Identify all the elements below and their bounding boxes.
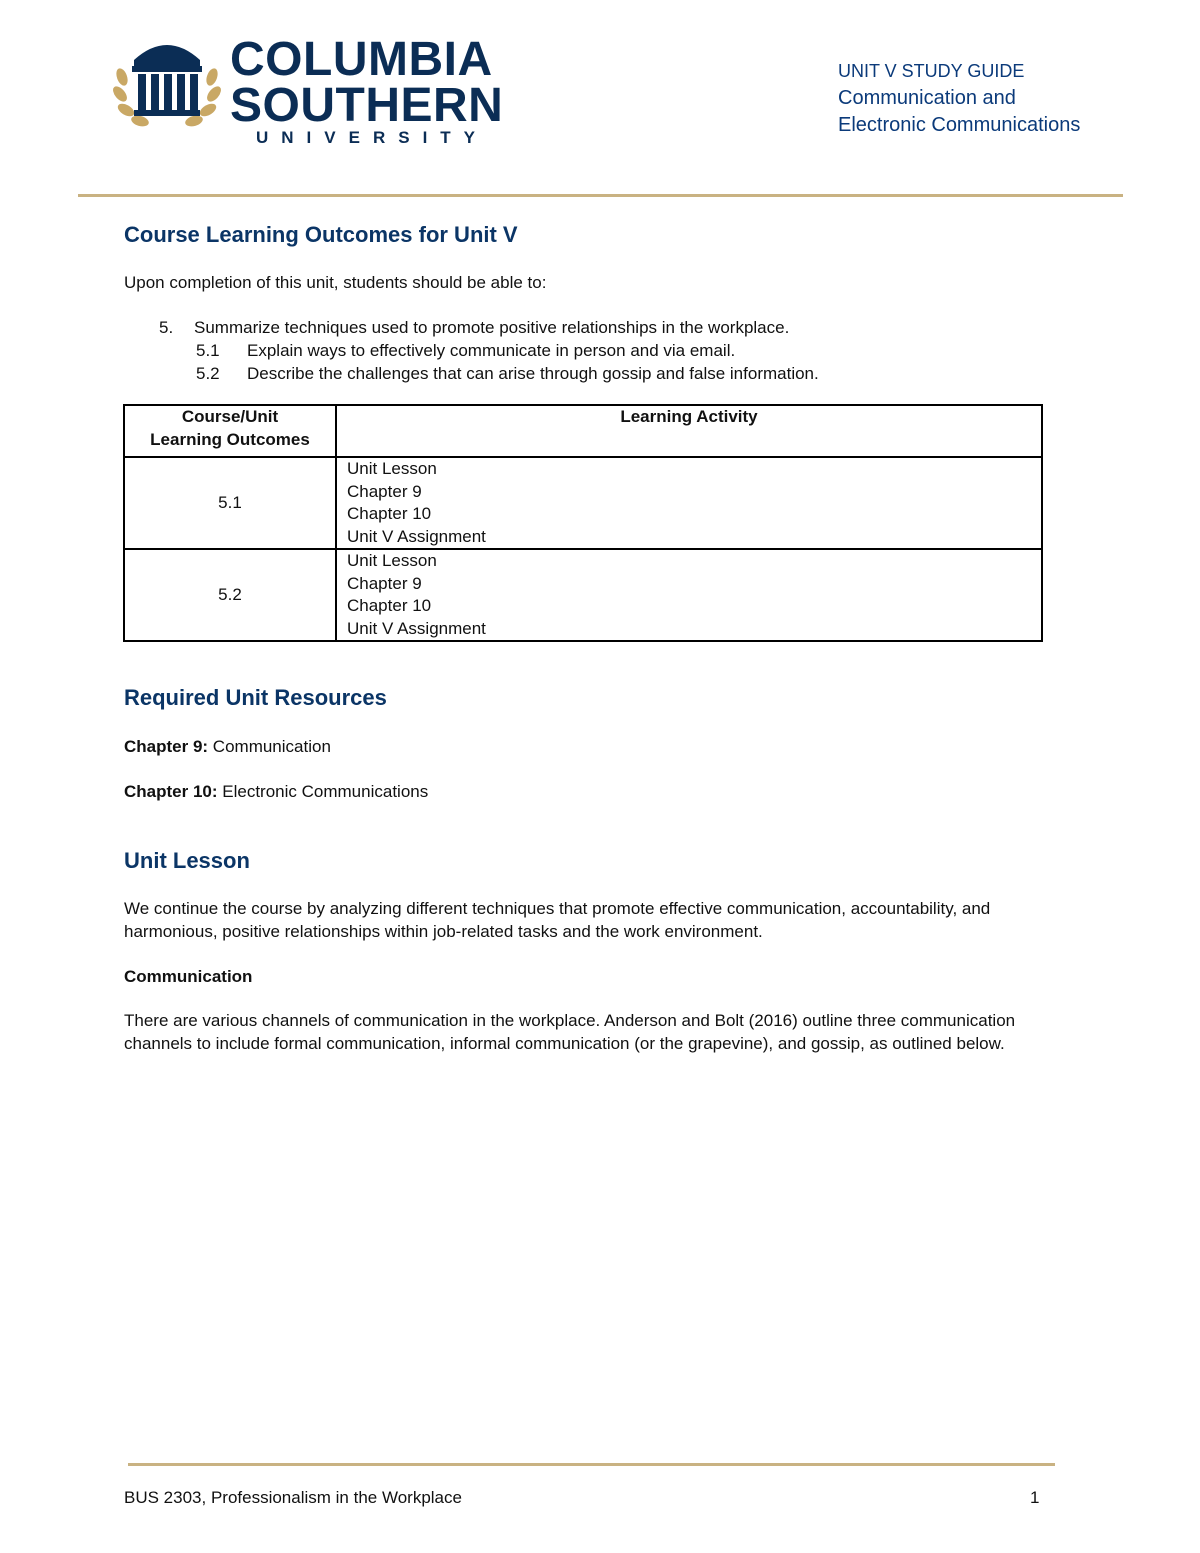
resource-item [124, 735, 1054, 758]
lesson-paragraph: We continue the course by analyzing different techniques that promote effective communication, accountability, and harmonious, positive relationships within job-related tasks and the work environment. [124, 899, 991, 941]
logo-line-southern: SOUTHERN [230, 79, 504, 132]
page-number: 1 [1030, 1488, 1040, 1507]
activity-cell [336, 457, 1042, 549]
activity-item: Chapter 10 [347, 596, 432, 615]
university-logo [112, 32, 504, 152]
activity-item: Unit V Assignment [347, 526, 486, 546]
activity-item: Unit V Assignment [347, 618, 486, 638]
col-header-outcomes-line2: Learning Outcomes [150, 429, 310, 449]
activity-cell [336, 549, 1042, 641]
resource-label: Chapter 9: [124, 737, 209, 756]
table-row [124, 457, 1042, 549]
unit-label: UNIT V STUDY GUIDE [838, 61, 1025, 81]
col-header-outcomes [124, 405, 336, 457]
header-divider [78, 194, 1123, 197]
outcome-cell: 5.2 [124, 549, 336, 641]
resource-text: Communication [208, 737, 331, 756]
col-header-outcomes-line1: Course/Unit [181, 407, 279, 426]
table-header-row [124, 405, 1042, 457]
column-crest-icon [112, 32, 222, 132]
lesson-heading: Unit Lesson [124, 848, 250, 873]
activity-item: Chapter 9 [347, 481, 422, 501]
col-header-activity: Learning Activity [336, 405, 1042, 457]
communication-paragraph: There are various channels of communication in the workplace. Anderson and Bolt (2016) outline three communication channels to include formal communication, informal communication (or the grapevine), and gossip, as outlined below. [124, 1011, 1016, 1053]
activity-item: Chapter 9 [347, 573, 422, 593]
logo-line-university: UNIVERSITY [256, 128, 489, 147]
communication-subheading: Communication [124, 967, 253, 986]
footer-divider [128, 1463, 1055, 1466]
activity-item: Unit Lesson [347, 459, 437, 478]
outcome-text: Summarize techniques used to promote positive relationships in the workplace. [194, 318, 790, 337]
unit-title-line1: Communication and [838, 87, 1016, 109]
outcome-number: 5. [159, 318, 174, 337]
resource-item [124, 780, 1054, 803]
resources-heading: Required Unit Resources [124, 685, 387, 710]
logo-line-columbia: COLUMBIA [230, 33, 493, 86]
outcomes-heading: Course Learning Outcomes for Unit V [124, 222, 518, 247]
table-row [124, 549, 1042, 641]
unit-title-line2: Electronic Communications [838, 114, 1081, 136]
subitem-text: Explain ways to effectively communicate in person and via email. [247, 341, 736, 360]
activity-item: Chapter 10 [347, 504, 432, 523]
resource-text: Electronic Communications [217, 782, 429, 801]
resource-label: Chapter 10: [124, 782, 218, 801]
study-guide-header [838, 58, 1080, 139]
activity-item: Unit Lesson [347, 551, 437, 570]
outcome-cell: 5.1 [124, 457, 336, 549]
subitem-number: 5.1 [196, 341, 220, 360]
subitem-number: 5.2 [196, 364, 220, 383]
outcomes-intro: Upon completion of this unit, students should be able to: [124, 273, 547, 292]
subitem-text: Describe the challenges that can arise through gossip and false information. [247, 364, 819, 383]
learning-outcomes-table [123, 404, 1043, 642]
footer-course: BUS 2303, Professionalism in the Workplace [124, 1488, 462, 1507]
